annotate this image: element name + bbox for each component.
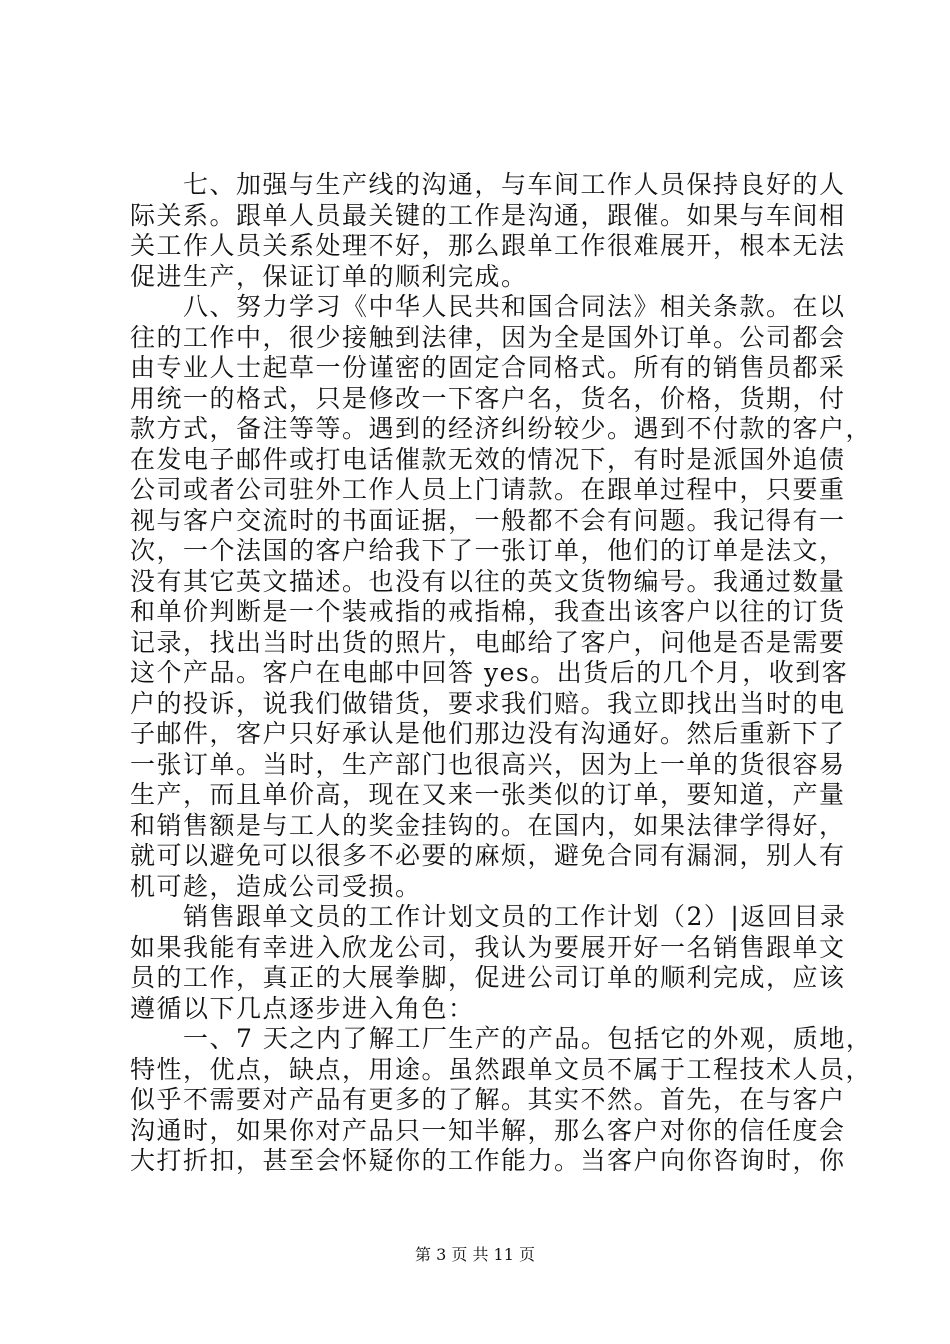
text-line: 一张订单。当时，生产部门也很高兴，因为上一单的货很容易 <box>130 749 846 779</box>
text-line: 促进生产，保证订单的顺利完成。 <box>130 261 528 291</box>
section-heading-line: 销售跟单文员的工作计划文员的工作计划（2）|返回目录 <box>130 902 847 931</box>
text-line: 大打折扣，甚至会怀疑你的工作能力。当客户向你咨询时，你 <box>130 1146 846 1175</box>
text-line: 用统一的格式，只是修改一下客户名，货名，价格，货期，付 <box>130 383 846 413</box>
text-line: 和单价判断是一个装戒指的戒指棉，我查出该客户以往的订货 <box>130 597 846 626</box>
text-line: 似乎不需要对产品有更多的了解。其实不然。首先，在与客户 <box>130 1085 846 1114</box>
text-line: 就可以避免可以很多不必要的麻烦，避免合同有漏洞，别人有 <box>130 841 846 870</box>
text-line: 关工作人员关系处理不好，那么跟单工作很难展开，根本无法 <box>130 231 846 260</box>
text-line: 八、努力学习《中华人民共和国合同法》相关条款。在以 <box>130 292 846 321</box>
text-line: 户的投诉，说我们做错货，要求我们赔。我立即找出当时的电 <box>130 688 846 718</box>
page-number-footer: 第 3 页 共 11 页 <box>415 1245 535 1264</box>
text-line: 际关系。跟单人员最关键的工作是沟通，跟催。如果与车间相 <box>130 200 846 230</box>
text-line: 由专业人士起草一份谨密的固定合同格式。所有的销售员都采 <box>130 353 846 382</box>
text-line: 和销售额是与工人的奖金挂钩的。在国内，如果法律学得好， <box>130 810 846 840</box>
text-line: 如果我能有幸进入欣龙公司，我认为要展开好一名销售跟单文 <box>130 932 846 962</box>
text-line: 员的工作，真正的大展拳脚，促进公司订单的顺利完成，应该 <box>130 963 846 992</box>
text-line: 机可趁，造成公司受损。 <box>130 871 422 901</box>
text-line: 款方式，备注等等。遇到的经济纠纷较少。遇到不付款的客户， <box>130 414 873 443</box>
body-text <box>130 170 873 1177</box>
text-line: 次，一个法国的客户给我下了一张订单，他们的订单是法文， <box>130 536 846 565</box>
text-line: 子邮件，客户只好承认是他们那边没有沟通好。然后重新下了 <box>130 719 846 748</box>
text-line: 生产，而且单价高，现在又来一张类似的订单，要知道，产量 <box>130 780 846 809</box>
text-line: 公司或者公司驻外工作人员上门请款。在跟单过程中，只要重 <box>130 475 846 504</box>
text-line: 在发电子邮件或打电话催款无效的情况下，有时是派国外追债 <box>130 444 846 474</box>
text-line: 七、加强与生产线的沟通，与车间工作人员保持良好的人 <box>130 170 846 199</box>
text-line: 特性，优点，缺点，用途。虽然跟单文员不属于工程技术人员， <box>130 1054 873 1084</box>
text-line: 视与客户交流时的书面证据，一般都不会有问题。我记得有一 <box>130 505 846 535</box>
text-line: 没有其它英文描述。也没有以往的英文货物编号。我通过数量 <box>130 566 846 596</box>
text-line: 沟通时，如果你对产品只一知半解，那么客户对你的信任度会 <box>130 1115 846 1145</box>
text-line: 记录，找出当时出货的照片，电邮给了客户，问他是否是需要 <box>130 627 846 657</box>
text-line: 遵循以下几点逐步进入角色： <box>130 993 475 1023</box>
text-line: 一、7 天之内了解工厂生产的产品。包括它的外观，质地， <box>130 1024 873 1053</box>
text-line: 往的工作中，很少接触到法律，因为全是国外订单。公司都会 <box>130 322 846 352</box>
text-line: 这个产品。客户在电邮中回答 yes。出货后的几个月，收到客 <box>130 658 849 687</box>
